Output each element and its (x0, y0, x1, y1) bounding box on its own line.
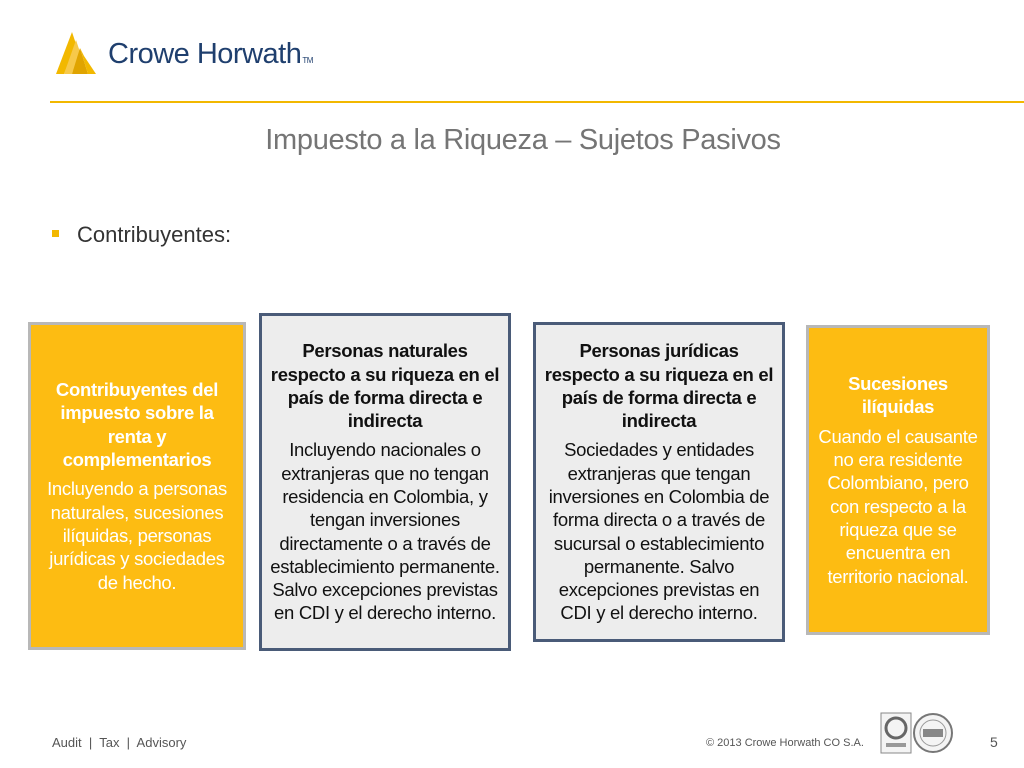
card-body: Sociedades y entidades extranjeras que tengan inversiones en Colombia de forma directa o a través de sucursal o establecimiento permanente. Salvo excepciones previstas en CDI y el derecho interno. (548, 439, 770, 624)
card-body: Cuando el causante no era residente Colombiano, pero con respecto a la riqueza que se encuentra en territorio nacional. (818, 425, 978, 587)
card-body: Incluyendo a personas naturales, sucesiones ilíquidas, personas jurídicas y sociedades de hecho. (47, 478, 227, 593)
card-heading: Contribuyentes del impuesto sobre la renta y complementarios (55, 379, 219, 471)
bullet-square-icon (52, 230, 59, 237)
card-body: Incluyendo nacionales o extranjeras que no tengan residencia en Colombia, y tengan inversiones directamente o a través de establecimiento permanente. Salvo excepciones previstas en CDI y el derecho interno. (270, 439, 500, 624)
card-heading: Personas jurídicas respecto a su riqueza en el país de forma directa e indirecta (544, 340, 774, 432)
card-personas-juridicas (533, 322, 785, 642)
card-heading: Personas naturales respecto a su riqueza en el país de forma directa e indirecta (270, 340, 500, 432)
page-title: Impuesto a la Riqueza – Sujetos Pasivos (265, 124, 781, 156)
card-heading: Sucesiones ilíquidas (848, 373, 948, 418)
logo-wordmark: Crowe HorwathTM (108, 38, 313, 70)
logo-peak-icon (50, 30, 102, 78)
card-sucesiones-iliquidas (806, 325, 990, 635)
bullet-item (52, 222, 231, 248)
iso-certification-icon (880, 712, 912, 754)
bullet-text: Contribuyentes: (77, 222, 232, 247)
header-divider (50, 101, 1024, 103)
page-number: 5 (990, 734, 998, 750)
card-contribuyentes-renta (28, 322, 246, 650)
crowe-horwath-logo (50, 30, 330, 78)
card-personas-naturales (259, 313, 511, 651)
iqnet-certification-icon (912, 712, 954, 754)
footer-copyright: © 2013 Crowe Horwath CO S.A. (706, 737, 864, 749)
footer-services: Audit | Tax | Advisory (52, 735, 187, 750)
